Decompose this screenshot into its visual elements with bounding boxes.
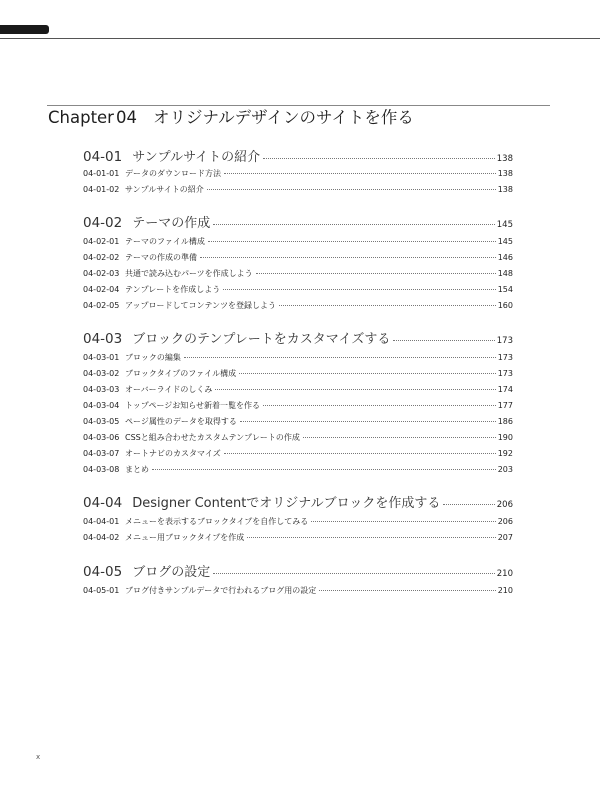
dot-leader <box>303 437 496 438</box>
item-page: 138 <box>497 169 513 178</box>
chapter-number: 04 <box>115 108 137 127</box>
item-number: 04-02-03 <box>83 269 120 278</box>
item-number: 04-03-02 <box>83 369 120 378</box>
section-title: サンプルサイトの紹介 <box>132 150 261 165</box>
toc-section-04-04[interactable] <box>83 492 513 512</box>
toc-item[interactable] <box>83 532 513 546</box>
item-title: ブロックタイプのファイル構成 <box>125 369 237 378</box>
section-title: ブロックのテンプレートをカスタマイズする <box>132 332 391 347</box>
section-number: 04-01 <box>83 149 123 165</box>
section-page: 173 <box>496 336 513 346</box>
item-page: 160 <box>497 301 513 310</box>
dot-leader <box>208 241 496 242</box>
item-page: 154 <box>497 285 513 294</box>
section-title: Designer Contentでオリジナルブロックを作成する <box>132 496 441 511</box>
dot-leader <box>213 573 495 574</box>
item-title: 共通で読み込むパーツを作成しよう <box>125 269 253 278</box>
toc-item[interactable] <box>83 284 513 298</box>
toc-item[interactable] <box>83 352 513 366</box>
section-title: ブログの設定 <box>132 565 211 580</box>
item-page: 207 <box>497 533 513 542</box>
item-title: メニューを表示するブロックタイプを自作してみる <box>125 517 309 526</box>
toc-item[interactable] <box>83 416 513 430</box>
section-page: 210 <box>496 569 513 579</box>
dot-leader <box>263 158 495 159</box>
item-page: 203 <box>497 465 513 474</box>
item-number: 04-03-08 <box>83 465 120 474</box>
toc-item[interactable] <box>83 448 513 462</box>
item-title: サンプルサイトの紹介 <box>125 185 204 194</box>
item-title: データのダウンロード方法 <box>125 169 221 178</box>
toc-section-04-03[interactable] <box>83 328 513 348</box>
toc-item[interactable] <box>83 585 513 599</box>
toc-item[interactable] <box>83 184 513 198</box>
item-number: 04-02-01 <box>83 237 120 246</box>
item-title: オートナビのカスタマイズ <box>125 449 221 458</box>
chapter-title: オリジナルデザインのサイトを作る <box>152 108 414 127</box>
item-number: 04-03-05 <box>83 417 120 426</box>
item-number: 04-05-01 <box>83 586 120 595</box>
item-number: 04-04-02 <box>83 533 120 542</box>
item-page: 173 <box>497 353 513 362</box>
dot-leader <box>393 340 494 341</box>
dot-leader <box>240 421 496 422</box>
section-page: 138 <box>496 154 513 164</box>
chapter-tab-marker <box>0 25 49 34</box>
section-number: 04-03 <box>83 331 123 347</box>
item-page: 174 <box>497 385 513 394</box>
item-number: 04-03-06 <box>83 433 120 442</box>
toc-item[interactable] <box>83 168 513 182</box>
toc-section-04-01[interactable] <box>83 146 513 166</box>
item-number: 04-02-04 <box>83 285 120 294</box>
item-number: 04-03-07 <box>83 449 120 458</box>
dot-leader <box>319 590 495 591</box>
item-title: メニュー用ブロックタイプを作成 <box>125 533 245 542</box>
item-title: テーマの作成の準備 <box>125 253 197 262</box>
dot-leader <box>207 189 496 190</box>
dot-leader <box>311 521 495 522</box>
toc-section-04-02[interactable] <box>83 212 513 232</box>
toc-item[interactable] <box>83 464 513 478</box>
item-number: 04-02-02 <box>83 253 120 262</box>
item-page: 192 <box>497 449 513 458</box>
dot-leader <box>263 405 496 406</box>
chapter-rule <box>47 105 550 106</box>
dot-leader <box>215 389 495 390</box>
item-number: 04-02-05 <box>83 301 120 310</box>
item-number: 04-01-01 <box>83 169 120 178</box>
item-title: オーバーライドのしくみ <box>125 385 213 394</box>
item-title: ブログ付きサンプルデータで行われるブログ用の設定 <box>125 586 317 595</box>
item-page: 210 <box>497 586 513 595</box>
section-title: テーマの作成 <box>132 216 211 231</box>
item-title: アップロードしてコンテンツを登録しよう <box>125 301 277 310</box>
toc-item[interactable] <box>83 400 513 414</box>
item-page: 173 <box>497 369 513 378</box>
item-page: 148 <box>497 269 513 278</box>
dot-leader <box>184 357 496 358</box>
item-title: トップページお知らせ新着一覧を作る <box>125 401 261 410</box>
item-page: 190 <box>497 433 513 442</box>
toc-item[interactable] <box>83 268 513 282</box>
section-number: 04-04 <box>83 495 123 511</box>
dot-leader <box>152 469 496 470</box>
item-title: ページ属性のデータを取得する <box>125 417 237 426</box>
dot-leader <box>279 305 496 306</box>
item-number: 04-01-02 <box>83 185 120 194</box>
item-title: テーマのファイル構成 <box>125 237 205 246</box>
toc-item[interactable] <box>83 252 513 266</box>
item-page: 145 <box>497 237 513 246</box>
item-title: まとめ <box>125 465 149 474</box>
section-page: 206 <box>496 500 513 510</box>
item-page: 177 <box>497 401 513 410</box>
section-number: 04-02 <box>83 215 123 231</box>
toc-item[interactable] <box>83 516 513 530</box>
dot-leader <box>224 173 496 174</box>
dot-leader <box>247 537 495 538</box>
item-title: ブロックの編集 <box>125 353 181 362</box>
item-page: 206 <box>497 517 513 526</box>
item-number: 04-03-04 <box>83 401 120 410</box>
toc-item[interactable] <box>83 236 513 250</box>
toc-item[interactable] <box>83 384 513 398</box>
dot-leader <box>200 257 496 258</box>
toc-item[interactable] <box>83 432 513 446</box>
toc-section-04-05[interactable] <box>83 561 513 581</box>
section-page: 145 <box>496 220 513 230</box>
toc-item[interactable] <box>83 300 513 314</box>
chapter-heading <box>48 107 548 129</box>
header-rule <box>0 38 600 39</box>
dot-leader <box>256 273 496 274</box>
dot-leader <box>224 453 496 454</box>
page-number: x <box>36 753 41 761</box>
dot-leader <box>239 373 496 374</box>
item-page: 138 <box>497 185 513 194</box>
item-number: 04-03-01 <box>83 353 120 362</box>
item-page: 146 <box>497 253 513 262</box>
dot-leader <box>213 224 495 225</box>
item-title: テンプレートを作成しよう <box>125 285 221 294</box>
toc-item[interactable] <box>83 368 513 382</box>
dot-leader <box>443 504 494 505</box>
item-page: 186 <box>497 417 513 426</box>
item-title: CSSと組み合わせたカスタムテンプレートの作成 <box>125 433 300 442</box>
chapter-label: Chapter <box>48 108 114 127</box>
item-number: 04-04-01 <box>83 517 120 526</box>
item-number: 04-03-03 <box>83 385 120 394</box>
section-number: 04-05 <box>83 564 123 580</box>
dot-leader <box>223 289 495 290</box>
